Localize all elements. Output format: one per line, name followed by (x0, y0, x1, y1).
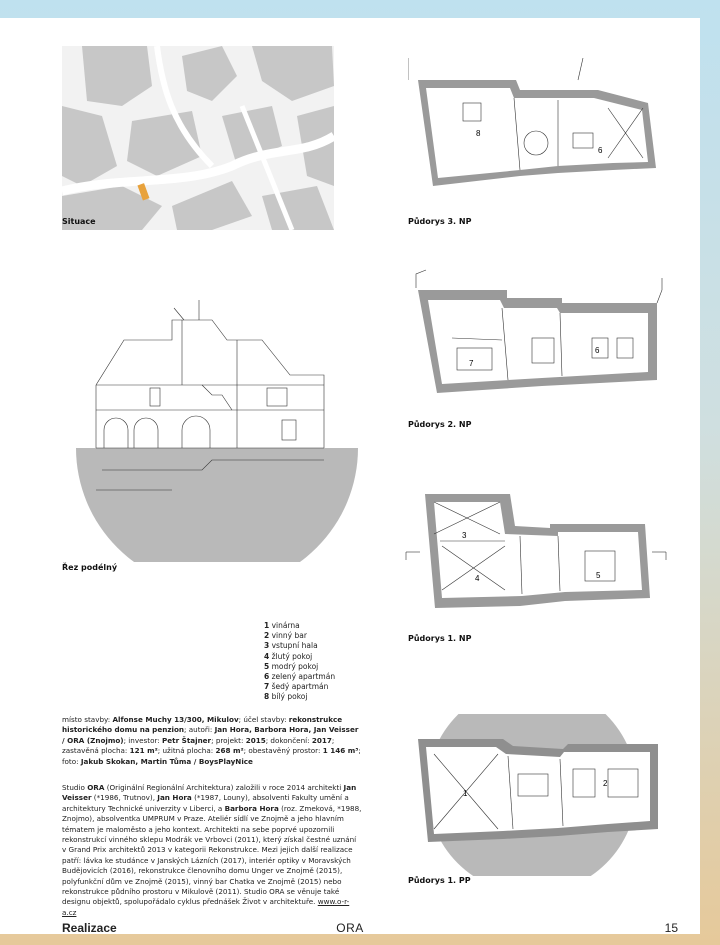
studio-bio: Studio ORA (Originální Regionální Architektura) založili v roce 2014 architekti Jan Veisser (*1986, Trutnov), Jan Hora (*1987, Louny), absolventi Fakulty umění a architektury Technické univerzity v Liberci, a Barbora Hora (roz. Zmeková, *1988, Znojmo), absolventka UMPRUM v Praze. Ateliér sídlí ve Znojmě a jeho hlavním tématem je maloměsto a jeho kontext. Architekti na sebe poprvé upozornili rekonstrukcí vinného sklepu Modrák ve Vrbovci (2011), který získal čestné uznání v Grand Prix architektů 2013 v kategorii Rekonstrukce. Mezi jejich další realizace patří: lávka ke studánce v Janských Lázních (2017), interiér optiky v Moravských Budějovicích (2016), rekonstrukce členovního domu Unger ve Znojmě (2015), polyfunkční dům ve Znojmě (2015), vinný bar Chatka ve Znojmě (2015) nebo rekonstrukce půdního prostoru v Mikulově (2011). Studio ORA se věnuje také designu objektů, spolupořádalo cyklus přednášek Život v architektuře. www.o-r-a.cz (62, 783, 362, 917)
project-credits: místo stavby: Alfonse Muchy 13/300, Mikulov; účel stavby: rekonstrukce historického domu na penzion; autoři: Jan Hora, Barbora Hora, Jan Veisser / ORA (Znojmo); investor: Petr Štajner; projekt: 2015; dokončení: 2017; zastavěná plocha: 121 m²; užitná plocha: 268 m²; obestavěný prostor: 1 146 m³; foto: Jakub Skokan, Martin Tůma / BoysPlayNice (62, 715, 361, 766)
caption-pp1: Půdorys 1. PP (408, 876, 471, 885)
caption-rez: Řez podélný (62, 563, 118, 572)
room-label-6b: 6 (595, 346, 600, 355)
footer-studio: ORA (336, 921, 364, 935)
room-legend (264, 621, 335, 703)
floor-plan-1pp (408, 714, 670, 876)
room-label-8: 8 (476, 129, 481, 138)
caption-situace: Situace (62, 217, 96, 226)
caption-np1: Půdorys 1. NP (408, 634, 472, 643)
legend-item: 8 bílý pokoj (264, 692, 308, 702)
studio-website-link[interactable]: www.o-r-a.cz (62, 897, 350, 917)
room-label-3: 3 (462, 531, 467, 540)
caption-np2: Půdorys 2. NP (408, 420, 472, 429)
caption-np3: Půdorys 3. NP (408, 217, 472, 226)
room-label-7: 7 (469, 359, 474, 368)
site-plan-map (62, 46, 334, 230)
room-label-1: 1 (463, 789, 468, 798)
floor-plan-1np (400, 486, 670, 616)
floor-plan-3np (408, 58, 670, 198)
legend-item: 2 vinný bar (264, 631, 307, 641)
footer-section: Realizace (62, 921, 117, 935)
longitudinal-section (62, 290, 360, 562)
room-label-6: 6 (598, 146, 603, 155)
legend-item: 5 modrý pokoj (264, 661, 319, 671)
page-number: 15 (664, 921, 678, 935)
room-label-5: 5 (596, 571, 601, 580)
legend-item: 7 šedý apartmán (264, 682, 329, 692)
magazine-page (0, 18, 700, 934)
legend-item: 4 žlutý pokoj (264, 651, 313, 661)
room-label-4: 4 (475, 574, 480, 583)
legend-item: 3 vstupní hala (264, 641, 318, 651)
legend-item: 6 zelený apartmán (264, 672, 336, 682)
room-label-2: 2 (603, 779, 608, 788)
floor-plan-2np (412, 268, 670, 403)
legend-item: 1 vinárna (264, 621, 300, 630)
